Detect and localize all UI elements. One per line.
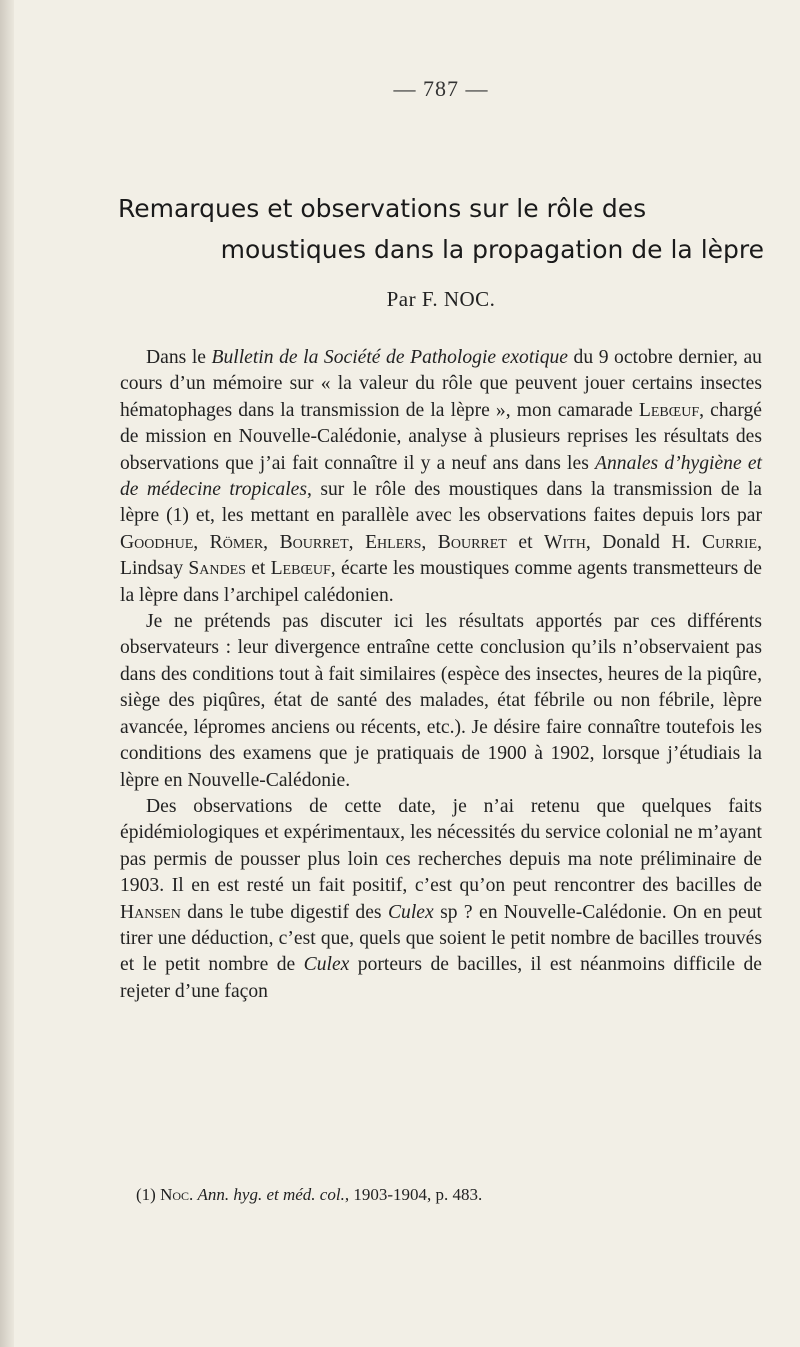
footnote-reference: , 1903-1904, p. 483. (344, 1185, 483, 1204)
article-title-line-2: moustiques dans la propagation de la lèpre (220, 235, 764, 264)
page-left-edge (0, 0, 14, 1347)
author-name-smallcaps: Currie (702, 531, 758, 553)
text-run: , sur le rôle des moustiques dans la transmission de la lèpre (1) et, les mettant en parallèle avec les observations faites depuis lors par (120, 479, 762, 527)
text-run: dans le tube digestif des (180, 901, 388, 923)
author-name-smallcaps: Sandes (188, 558, 246, 580)
journal-title-italic: Annales d’hygiène et de médecine tropicales (120, 452, 762, 501)
article-title-line-1: Remarques et observations sur le rôle des (118, 194, 647, 223)
text-run: Dans le (146, 347, 212, 368)
paragraph-2: Je ne prétends pas discuter ici les résultats apportés par ces différents observateurs : leur divergence entraîne cette conclusion qu’ils n’observaient pas dans des conditions tout à fait similaires (espèce des insectes, heures de la piqûre, siège des piqûres, état de santé des malades, état fébrile ou non fébrile, lèpre avancée, lépromes anciens ou récents, etc.). Je désire faire connaître toutefois les conditions des examens que je pratiquais de 1900 à 1902, lorsque j’étudiais la lèpre en Nouvelle-Calédonie. (120, 611, 762, 791)
text-run: du 9 octobre dernier, au cours d’un mémoire sur « la valeur du rôle que peuvent jouer certains insectes hématophages dans la transmission de la lèpre », mon camarade (120, 347, 762, 421)
text-run: , chargé de mission en Nouvelle-Calédonie, analyse à plusieurs reprises les résultats des observations que j’ai fait connaître il y a neuf ans dans les (120, 399, 762, 474)
article-title (118, 188, 764, 270)
author-names-smallcaps: Goodhue, Römer, Bourret, Ehlers, Bourret (120, 531, 507, 553)
text-run: Des observations de cette date, je n’ai retenu que quelques faits épidémiologiques et expérimentaux, les nécessités du service colonial ne m’ayant pas permis de pousser plus loin ces recherches depuis ma note préliminaire de 1903. Il en est resté un fait positif, c’est qu’on peut rencontrer des bacilles de (120, 795, 762, 897)
text-run: , écarte les moustiques comme agents transmetteurs de la lèpre dans l’archipel calédonien. (120, 558, 762, 606)
journal-title-italic: Bulletin de la Société de Pathologie exotique (211, 347, 568, 368)
paragraph-1 (120, 345, 762, 609)
footnote (136, 1183, 756, 1207)
author-name-smallcaps: With (544, 531, 586, 553)
text-run: , Donald H. (585, 531, 703, 553)
text-run: porteurs de bacilles, il est néanmoins difficile de rejeter d’une façon (120, 954, 763, 1002)
text-run: sp ? en Nouvelle-Calédonie. On en peut tirer une déduction, c’est que, quels que soient le petit nombre de bacilles trouvés et le petit nombre de (120, 901, 762, 976)
author-byline: Par F. NOC. (386, 287, 496, 311)
genus-name-italic: Culex (303, 954, 350, 976)
text-run: et (506, 531, 545, 553)
document-page (118, 0, 764, 1347)
footnote-marker: (1) (136, 1185, 161, 1204)
page-number: — 787 — (393, 76, 489, 101)
paragraph-3 (120, 794, 762, 1005)
article-body (120, 345, 762, 1005)
author-name-smallcaps: Hansen (120, 901, 181, 923)
genus-name-italic: Culex (387, 901, 434, 923)
footnote-author: Noc (160, 1185, 190, 1204)
footnote-journal: Ann. hyg. et méd. col. (197, 1185, 345, 1204)
text-run: et (245, 558, 271, 580)
text-run: . (189, 1185, 198, 1204)
author-name-smallcaps: Lebœuf (638, 399, 700, 421)
text-run: , Lindsay (120, 531, 763, 580)
author-name-smallcaps: Lebœuf (270, 558, 331, 580)
